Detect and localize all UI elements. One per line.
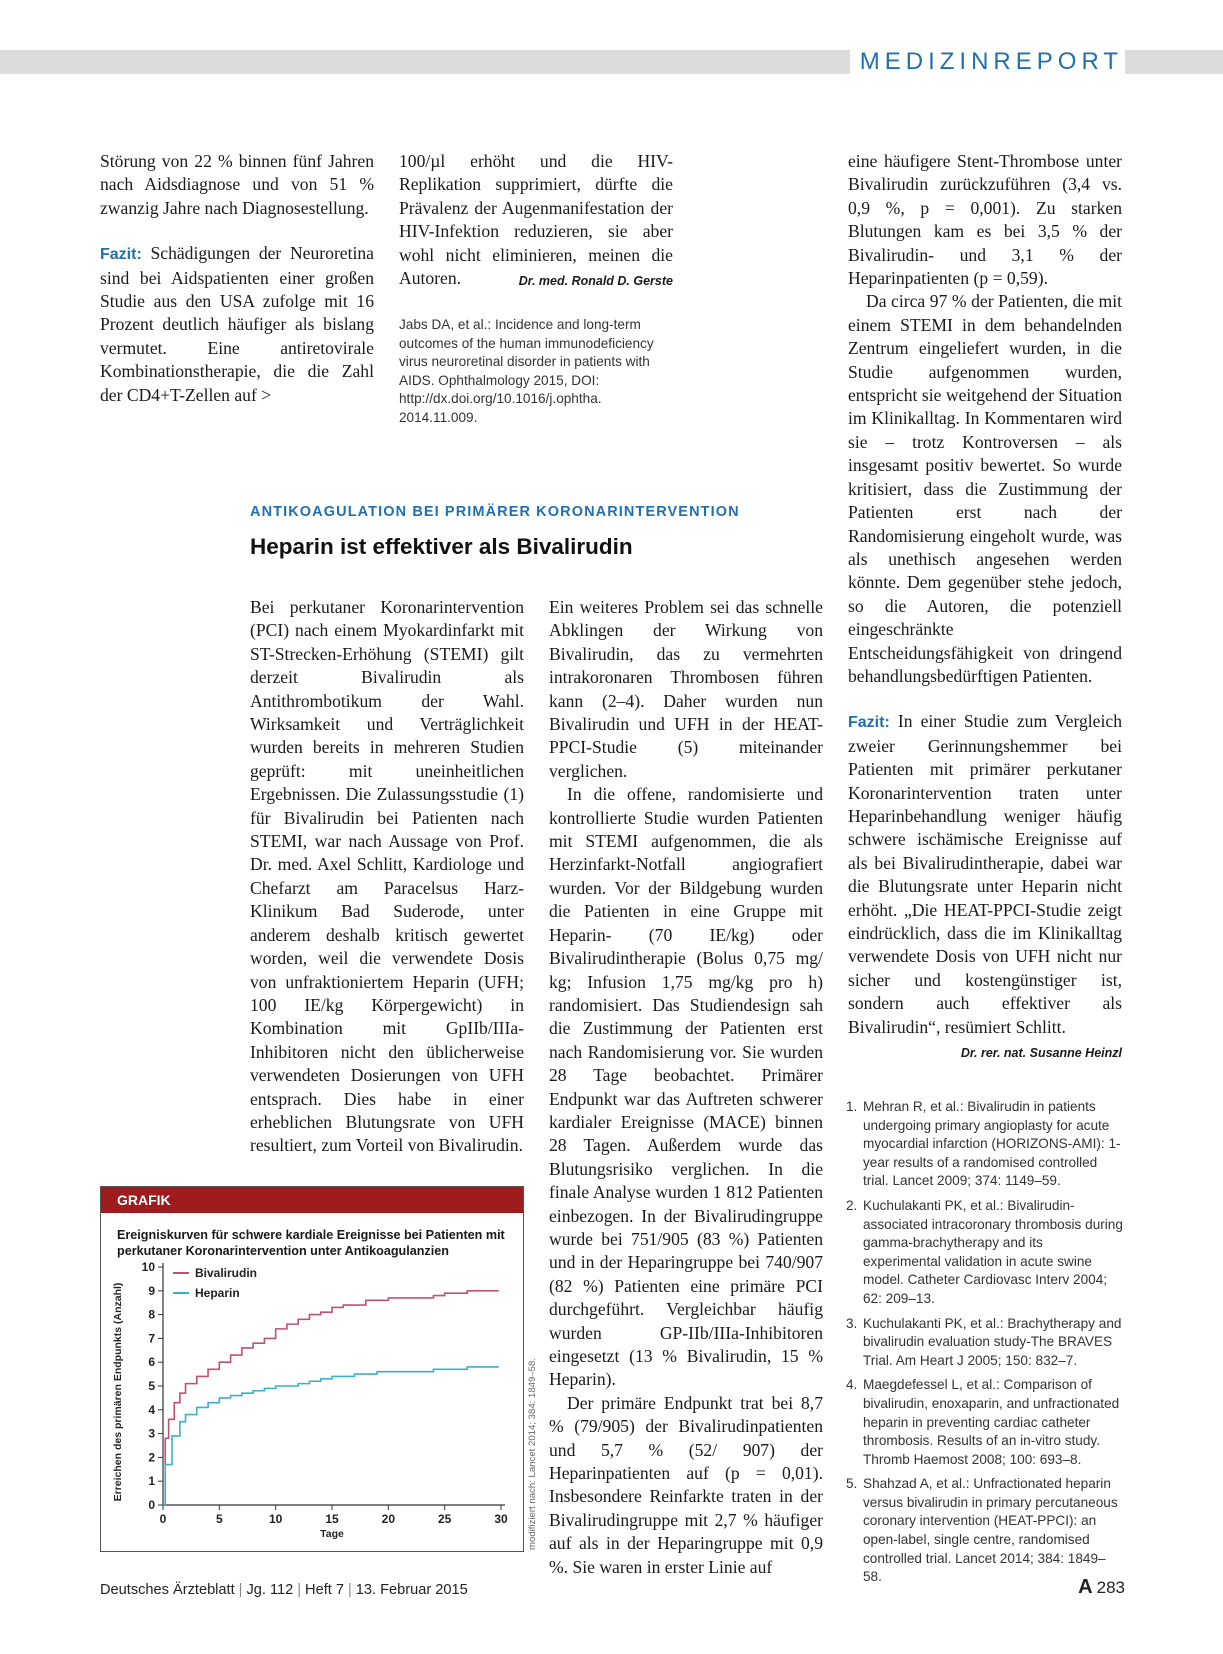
- paragraph-text: 100/µl erhöht und die HIV-Replikation supprimiert, dürfte die Prävalenz der Augenmanifestation der HIV-Infektion reduzieren, sie aber wohl nicht eliminieren, meinen die Autoren.: [399, 151, 673, 289]
- figure-label-bar: [101, 1187, 523, 1213]
- page-number-value: 283: [1096, 1578, 1125, 1597]
- paragraph: Ein weiteres Problem sei das schnelle Abklingen der Wirkung von Bivalirudin, das zu vermehrten intrakoronaren Thrombosen führen kann (2–4). Daher wurden nun Bivalirudin und UFH in der HEAT-PPCI-Studie (5) miteinander verglichen.: [549, 597, 823, 781]
- y-tick-label: 2: [148, 1450, 155, 1465]
- reference-item: [846, 1098, 1124, 1191]
- reference-text: Kuchulakanti PK, et al.: Brachytherapy and bivalirudin evaluation study-The BRAVES Trial. Am Heart J 2005; 150: 832–7.: [863, 1315, 1122, 1368]
- paragraph: Störung von 22 % binnen fünf Jahren nach Aidsdiagnose und von 51 % zwanzig Jahre nach Diagnosestellung.: [100, 151, 374, 218]
- reference-list: [846, 1098, 1124, 1593]
- x-tick-label: 0: [159, 1512, 167, 1526]
- x-tick-label: 20: [381, 1512, 396, 1526]
- reference-text: Shahzad A, et al.: Unfractionated heparin versus bivalirudin in primary percutaneous coronary intervention (HEAT-PPCI): an open-label, single centre, randomised controlled trial. Lancet 2014; 384: 1849–58.: [863, 1476, 1118, 1585]
- reference-text: Kuchulakanti PK, et al.: Bivalirudin-associated intracoronary thrombosis during gamma-brachytherapy and its experimental validation in acute swine model. Catheter Cardiovasc Interv 2004; 62: 209–13.: [863, 1197, 1123, 1306]
- reference-item: [846, 1197, 1124, 1309]
- fazit-paragraph: [848, 710, 1122, 1061]
- figure-credit-text: modifiziert nach: Lancet 2014; 384: 1849–58.: [527, 1357, 538, 1550]
- reference-item: [846, 1376, 1124, 1469]
- y-tick-label: 9: [148, 1283, 155, 1298]
- fazit-text: In einer Studie zum Vergleich zweier Gerinnungshemmer bei Patienten mit primärer perkutaner Koronarintervention traten unter Heparinbehandlung weniger häufig schwere ischämische Ereignisse auf als bei Bivalirudintherapie, dabei war die Blutungsrate unter Heparin nicht erhöht. „Die HEAT-PPCI-Studie zeigt eindrücklich, dass die im Klinikalltag verwendete Dosis von UFH nicht nur sicher und kostengünstiger ist, sondern auch effektiver als Bivalirudin“, resümiert Schlitt.: [848, 711, 1122, 1037]
- issue: Heft 7: [305, 1582, 344, 1598]
- section-label: MEDIZINREPORT: [850, 48, 1125, 76]
- reference-text: Mehran R, et al.: Bivalirudin in patients undergoing primary angioplasty for acute myocardial infarction (HORIZONS-AMI): 1-year results of a randomised controlled trial. Lancet 2009; 374: 1149–59.: [863, 1099, 1121, 1189]
- prev-article-reference: Jabs DA, et al.: Incidence and long-term outcomes of the human immunodeficiency virus neuroretinal disorder in patients with AIDS. Ophthalmology 2015, DOI: http://dx.doi.org/10.1016/j.ophtha. 2014.11.009.: [399, 317, 654, 425]
- paragraph: Bei perkutaner Koronarintervention (PCI) nach einem Myokardinfarkt mit ST-Strecken-Erhöhung (STEMI) gilt derzeit Bivalirudin als Antithrombotikum der Wahl. Wirksamkeit und Verträglichkeit wurden bereits in mehreren Studien geprüft: mit uneinheitlichen Ergebnissen. Die Zulassungsstudie (1) für Bivalirudin bei Patienten nach STEMI, war nach Aussage von Prof. Dr. med. Axel Schlitt, Kardiologe und Chefarzt am Paracelsus Harz-Klinikum Bad Suderode, unter anderem deshalb kritisch gewertet worden, weil die verwendete Dosis von unfraktioniertem Heparin (UFH; 100 IE/kg Körpergewicht) in Kombination mit GpIIb/IIIa-Inhibitoren nicht den üblicherweise verwendeten Dosierungen von UFH entsprach. Dies habe in einer erheblichen Blutungsrate von UFH resultiert, zum Vorteil von Bivalirudin.: [250, 597, 524, 1156]
- series-line-bivalirudin: [163, 1291, 499, 1505]
- separator: |: [238, 1582, 243, 1598]
- y-tick-label: 5: [148, 1379, 155, 1393]
- article-headline: Heparin ist effektiver als Bivalirudin: [250, 534, 633, 559]
- y-tick-label: 3: [148, 1426, 155, 1441]
- fazit-text: Schädigungen der Neuroretina sind bei Aidspatienten einer großen Studie aus den USA zufolge mit 16 Prozent deutlich häufiger als bislang vermutet. Eine antiretovirale Kombinationstherapie, die die Zahl der CD4+T-Zellen auf >: [100, 243, 374, 405]
- paragraph: eine häufigere Stent-Thrombose unter Bivalirudin zurückzuführen (3,4 vs. 0,9 %, p = 0,001). Zu starken Blutungen kam es bei 3,5 % der Bivalirudin- und 3,1 % der Heparinpatienten (p = 0,59).: [848, 151, 1122, 289]
- fazit-label: Fazit:: [100, 246, 142, 264]
- footer-citation: [100, 1582, 468, 1598]
- x-tick-label: 15: [325, 1512, 339, 1526]
- legend-label: Bivalirudin: [195, 1266, 258, 1280]
- article-col-a: [250, 596, 524, 1158]
- figure-box: [100, 1186, 524, 1552]
- paragraph: Der primäre Endpunkt trat bei 8,7 % (79/905) der Bivalirudinpatienten und 5,7 % (52/ 907) der Heparinpatienten auf (p = 0,01). Insbesondere Reinfarkte traten in der Bivalirudingruppe mit 2,7 % häufiger auf als in der Heparingruppe mit 0,9 %. Sie waren in erster Linie auf: [549, 1392, 823, 1577]
- y-tick-label: 0: [148, 1498, 155, 1512]
- figure-credit: [526, 1357, 540, 1550]
- y-tick-label: 10: [141, 1260, 155, 1274]
- legend-label: Heparin: [195, 1286, 240, 1300]
- x-tick-label: 5: [215, 1512, 223, 1526]
- separator: |: [297, 1582, 302, 1598]
- x-tick-label: 25: [437, 1512, 452, 1526]
- x-tick-label: 30: [494, 1512, 508, 1526]
- x-tick-label: 10: [268, 1512, 283, 1526]
- reference-number: 3.: [846, 1315, 858, 1331]
- reference-number: 1.: [846, 1099, 858, 1114]
- paragraph: [399, 150, 673, 290]
- prev-article-col-2: [399, 150, 673, 293]
- prev-article-col-1: [100, 150, 374, 407]
- reference-item: [846, 1475, 1124, 1587]
- fazit-label: Fazit:: [848, 714, 890, 732]
- separator: |: [347, 1582, 352, 1598]
- fazit-paragraph: [100, 242, 374, 407]
- y-tick-label: 4: [148, 1402, 155, 1417]
- issue-date: 13. Februar 2015: [355, 1582, 468, 1598]
- article-col-c: [848, 150, 1122, 1065]
- paragraph: Da circa 97 % der Patienten, die mit einem STEMI in dem behandelnden Zentrum eingeliefert wurden, in die Studie aufgenommen wurden, entspricht sie weitgehend der Situation im Klinikalltag. In Kommentaren wird sie – trotz Kontroversen – als insgesamt positiv bewertet. So wurde kritisiert, dass die Zustimmung der Patienten erst nach der Randomisierung eingeholt wurde, was als unethisch angesehen werden könnte. Dem gegenüber stehe jedoch, so die Autoren, die potenziell eingeschränkte Entscheidungsfähigkeit von dringend behandlungsbedürftigen Patienten.: [848, 291, 1122, 686]
- reference-number: 4.: [846, 1377, 858, 1393]
- author-byline: Dr. rer. nat. Susanne Heinzl: [960, 1046, 1122, 1061]
- x-axis-label: Tage: [320, 1528, 344, 1540]
- y-tick-label: 6: [148, 1355, 155, 1370]
- y-tick-label: 1: [148, 1474, 155, 1489]
- reference-number: 5.: [846, 1476, 858, 1492]
- volume: Jg. 112: [246, 1582, 294, 1598]
- reference-number: 2.: [846, 1197, 858, 1213]
- reference-text: Maegdefessel L, et al.: Comparison of bivalirudin, enoxaparin, and unfractionated heparin in preventing cardiac catheter thrombosis. Results of an in-vitro study. Thromb Haemost 2008; 100: 693–8.: [863, 1377, 1120, 1467]
- paragraph: In die offene, randomisierte und kontrollierte Studie wurden Patienten mit STEMI aufgenommen, die als Herzinfarkt-Notfall angiografiert wurden. Vor der Bildgebung wurden die Patienten in eine Gruppe mit Heparin- (70 IE/kg) oder Bivalirudintherapie (Bolus 0,75 mg/ kg; Infusion 1,75 mg/kg pro h) randomisiert. Das Studiendesign sah die Zustimmung der Patienten erst nach Randomisierung vor. Sie wurden 28 Tage beobachtet. Primärer Endpunkt war das Auftreten schwerer kardialer Ereignisse (MACE) binnen 28 Tagen. Außerdem wurde das Blutungsrisiko verglichen. In die finale Analyse wurden 1 812 Patienten einbezogen. In der Bivalirudingruppe wurde bei 751/905 (83 %) Patienten und in der Heparingruppe bei 740/907 (82 %) Patienten eine primäre PCI durchgeführt. Vergleichbar häufig wurden GP-IIb/IIIa-Inhibitoren eingesetzt (13 % Bivalirudin, 15 % Heparin).: [549, 784, 823, 1390]
- y-tick-label: 8: [148, 1307, 155, 1322]
- journal-name: Deutsches Ärzteblatt: [100, 1582, 235, 1598]
- figure-title: Ereigniskurven für schwere kardiale Ereignisse bei Patienten mit perkutaner Koronarintervention unter Antikoagulanzien: [117, 1228, 505, 1258]
- page-number: [1078, 1576, 1125, 1599]
- y-axis-label: Erreichen des primären Endpunkts (Anzahl): [112, 1282, 124, 1502]
- series-line-heparin: [163, 1367, 499, 1505]
- y-tick-label: 7: [148, 1331, 155, 1346]
- author-byline: Dr. med. Ronald D. Gerste: [518, 274, 673, 289]
- figure-label: GRAFIK: [117, 1192, 171, 1208]
- event-curve-chart: [101, 1251, 523, 1551]
- page-prefix: A: [1078, 1576, 1093, 1598]
- article-col-b: [549, 596, 823, 1579]
- reference-item: [846, 1315, 1124, 1371]
- article-kicker: ANTIKOAGULATION BEI PRIMÄRER KORONARINTERVENTION: [250, 504, 740, 520]
